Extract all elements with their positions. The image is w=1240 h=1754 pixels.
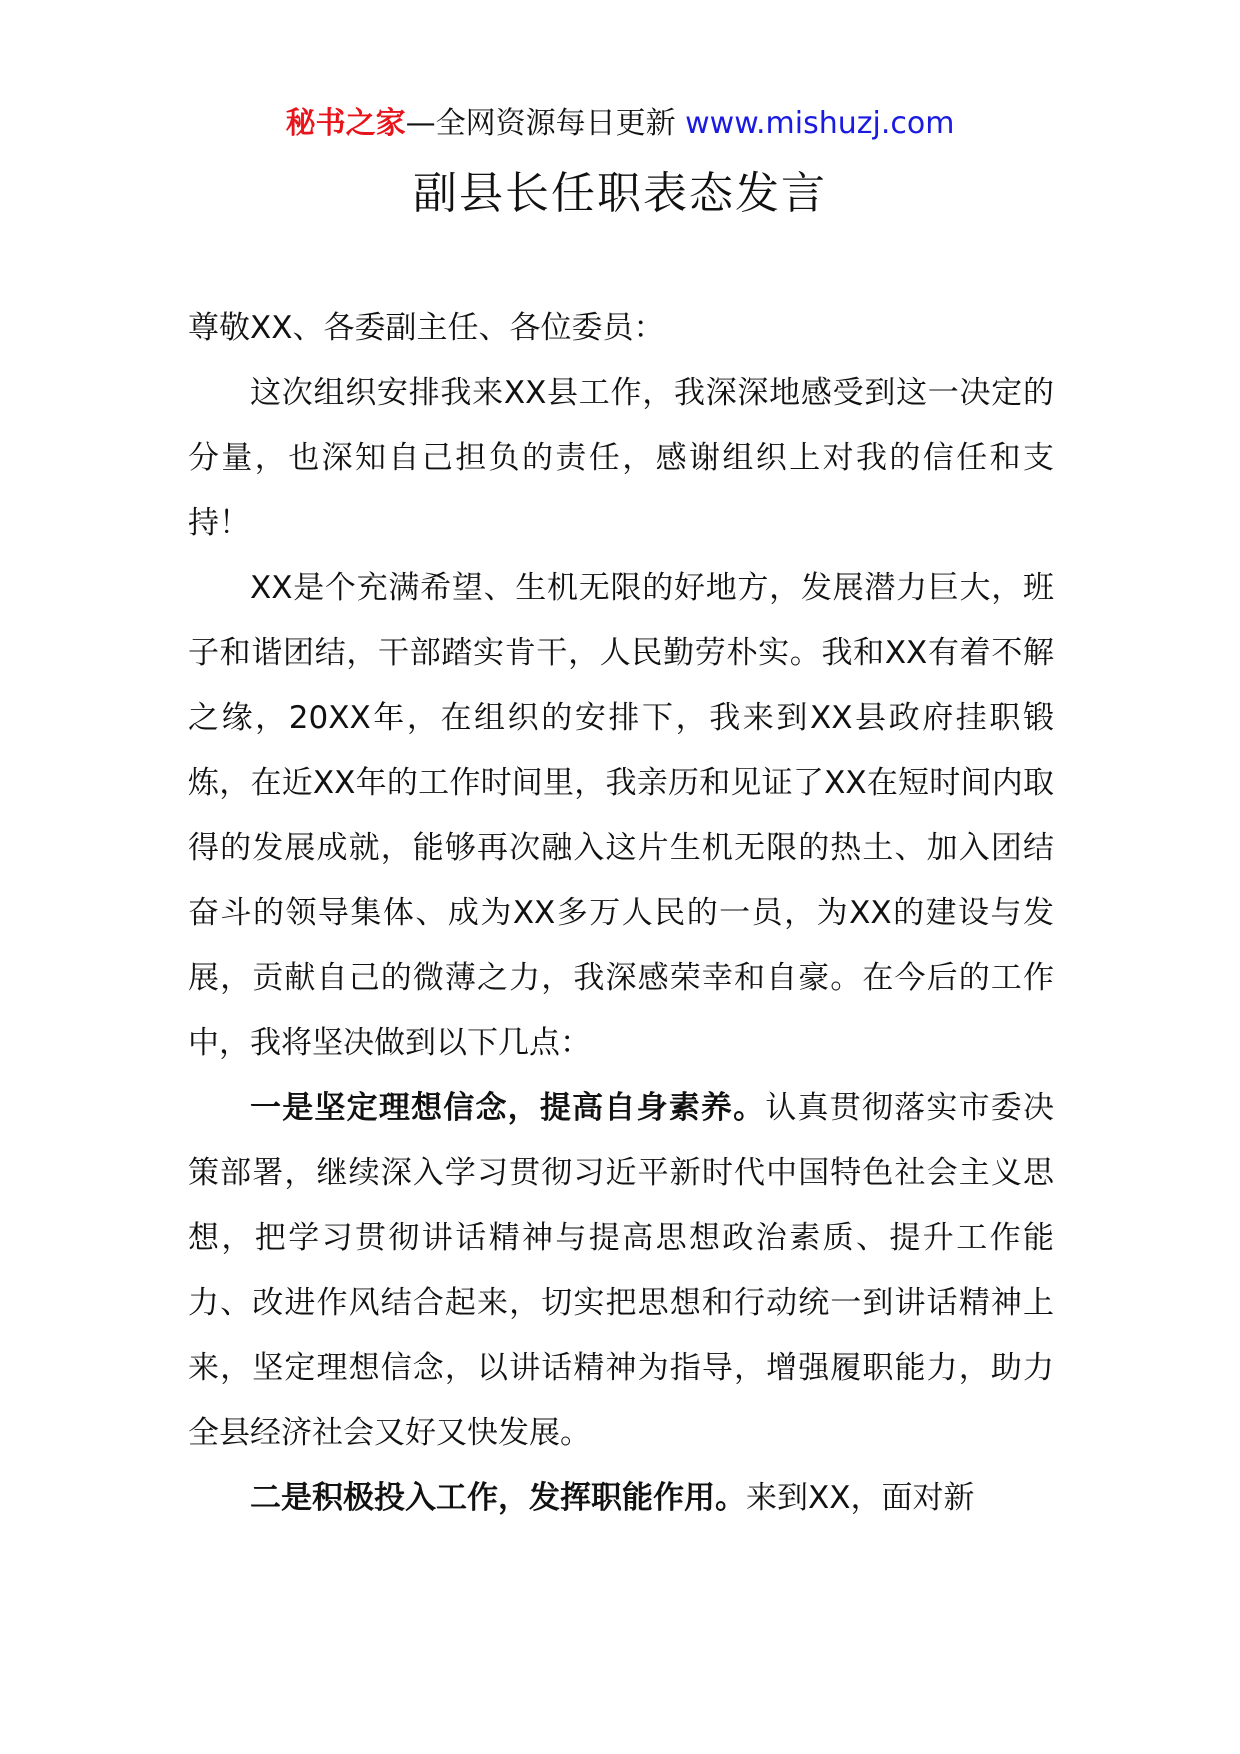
point-1-text: 认真贯彻落实市委决策部署，继续深入学习贯彻习近平新时代中国特色社会主义思想，把学习贯彻讲话精神与提高思想政治素质、提升工作能力、改进作风结合起来，切实把思想和行动统一到讲话精神上来，坚定理想信念，以讲话精神为指导，增强履职能力，助力全县经济社会又好又快发展。	[188, 1090, 1055, 1451]
site-url-link[interactable]: www.mishuzj.com	[685, 106, 955, 141]
site-header	[0, 104, 1240, 144]
paragraph-2: XX是个充满希望、生机无限的好地方，发展潜力巨大，班子和谐团结，干部踏实肯干，人民勤劳朴实。我和XX有着不解之缘，20XX年，在组织的安排下，我来到XX县政府挂职锻炼，在近XX年的工作时间里，我亲历和见证了XX在短时间内取得的发展成就，能够再次融入这片生机无限的热土、加入团结奋斗的领导集体、成为XX多万人民的一员，为XX的建设与发展，贡献自己的微薄之力，我深感荣幸和自豪。在今后的工作中，我将坚决做到以下几点：	[188, 570, 1054, 1061]
document-body	[188, 296, 1054, 1531]
point-1-lead: 一是坚定理想信念，提高自身素养。	[250, 1090, 766, 1126]
document-title: 副县长任职表态发言	[413, 168, 827, 219]
salutation: 尊敬XX、各委副主任、各位委员：	[188, 310, 665, 346]
site-tagline: —全网资源每日更新	[405, 106, 676, 141]
point-1	[188, 1076, 1054, 1466]
paragraph-1: 这次组织安排我来XX县工作，我深深地感受到这一决定的分量，也深知自己担负的责任，感谢组织上对我的信任和支持！	[188, 375, 1054, 541]
point-2	[188, 1466, 1054, 1531]
site-brand: 秘书之家	[285, 106, 406, 141]
point-2-lead: 二是积极投入工作，发挥职能作用。	[250, 1480, 746, 1516]
point-2-text: 来到XX，面对新	[746, 1480, 975, 1516]
